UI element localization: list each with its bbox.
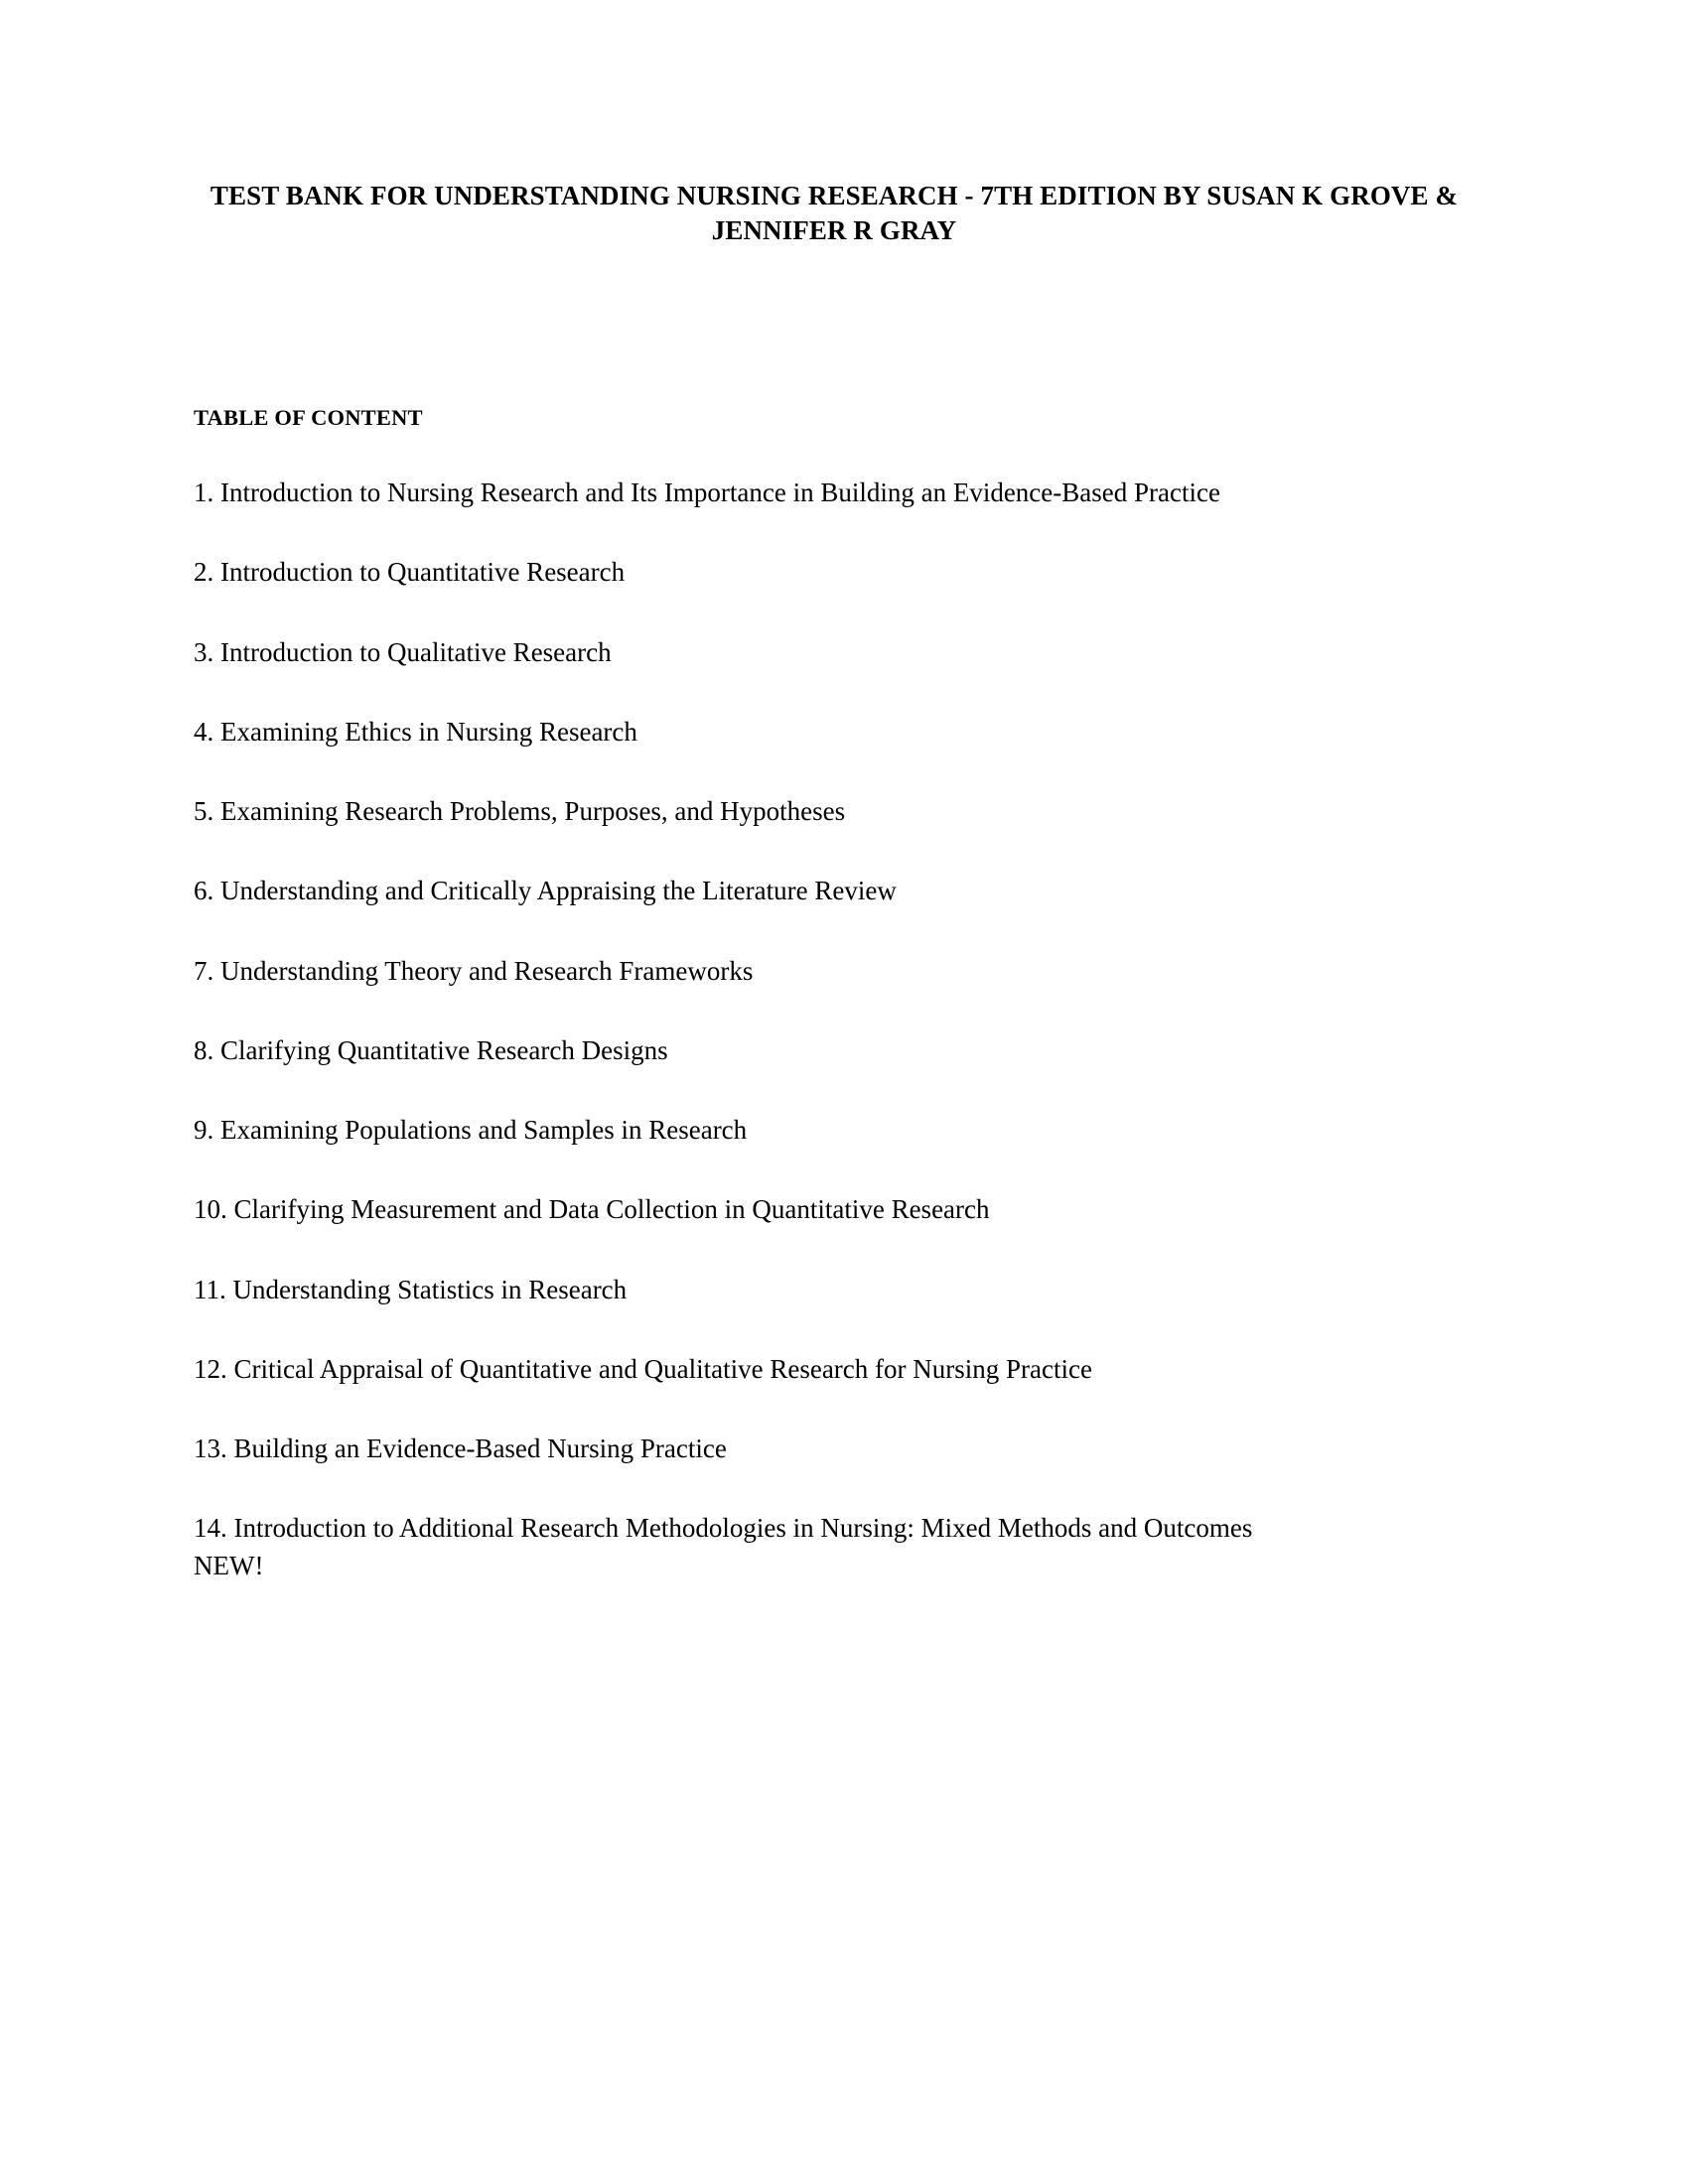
- toc-item-7: 7. Understanding Theory and Research Frameworks: [194, 955, 754, 986]
- toc-item-6: 6. Understanding and Critically Appraising the Literature Review: [194, 876, 897, 906]
- toc-item-3: 3. Introduction to Qualitative Research: [194, 636, 612, 667]
- toc-item-5: 5. Examining Research Problems, Purposes, and Hypotheses: [194, 796, 846, 827]
- toc-item-2: 2. Introduction to Quantitative Research: [194, 557, 626, 588]
- toc-item-13: 13. Building an Evidence-Based Nursing Practice: [194, 1433, 727, 1464]
- toc-item-10: 10. Clarifying Measurement and Data Collection in Quantitative Research: [194, 1194, 990, 1225]
- toc-item-14: 14. Introduction to Additional Research Methodologies in Nursing: Mixed Methods and Outcomes: [194, 1513, 1253, 1544]
- toc-heading: TABLE OF CONTENT: [194, 405, 423, 431]
- toc-item-9: 9. Examining Populations and Samples in Research: [194, 1115, 748, 1146]
- page-title: TEST BANK FOR UNDERSTANDING NURSING RESEARCH - 7TH EDITION BY SUSAN K GROVE & JENNIFER R GRAY: [210, 181, 1459, 246]
- trailing-note: NEW!: [194, 1550, 264, 1580]
- toc-list: [194, 475, 1475, 1548]
- toc-item-4: 4. Examining Ethics in Nursing Research: [194, 716, 637, 747]
- toc-item-11: 11. Understanding Statistics in Research: [194, 1274, 628, 1304]
- toc-item-12: 12. Critical Appraisal of Quantitative and Qualitative Research for Nursing Practice: [194, 1353, 1092, 1384]
- toc-item-8: 8. Clarifying Quantitative Research Designs: [194, 1034, 668, 1065]
- toc-item-1: 1. Introduction to Nursing Research and Its Importance in Building an Evidence-Based Practice: [194, 478, 1220, 508]
